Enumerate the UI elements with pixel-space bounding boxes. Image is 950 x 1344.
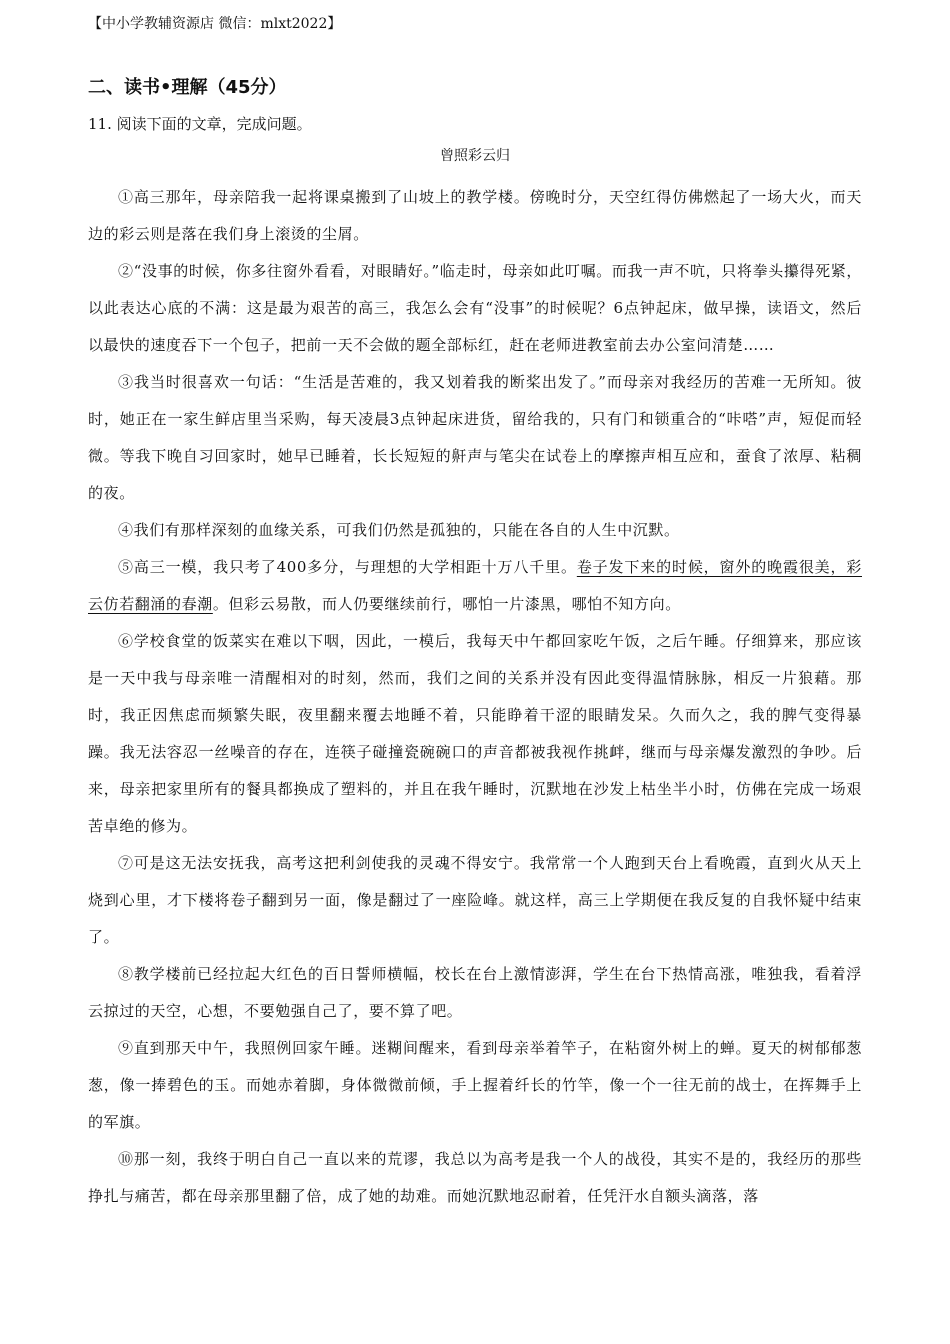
- paragraph-8: ⑧教学楼前已经拉起大红色的百日誓师横幅，校长在台上激情澎湃，学生在台下热情高涨，唯独我，看着浮云掠过的天空，心想，不要勉强自己了，要不算了吧。: [88, 965, 862, 1020]
- paragraph-9: ⑨直到那天中午，我照例回家午睡。迷糊间醒来，看到母亲举着竿子，在粘窗外树上的蝉。夏天的树郁郁葱葱，像一捧碧色的玉。而她赤着脚，身体微微前倾，手上握着纤长的竹竿，像一个一往无前的战士，在挥舞手上的军旗。: [88, 1039, 862, 1131]
- paragraph-10: ⑩那一刻，我终于明白自己一直以来的荒谬，我总以为高考是我一个人的战役，其实不是的，我经历的那些挣扎与痛苦，都在母亲那里翻了倍，成了她的劫难。而她沉默地忍耐着，任凭汗水自额头滴落，落: [88, 1150, 862, 1205]
- article-title: 曾照彩云归: [440, 148, 510, 164]
- paragraph-6: ⑥学校食堂的饭菜实在难以下咽，因此，一模后，我每天中午都回家吃午饭，之后午睡。仔细算来，那应该是一天中我与母亲唯一清醒相对的时刻，然而，我们之间的关系并没有因此变得温情脉脉，相反一片狼藉。那时，我正因焦虑而频繁失眠，夜里翻来覆去地睡不着，只能睁着干涩的眼睛发呆。久而久之，我的脾气变得暴躁。我无法容忍一丝噪音的存在，连筷子碰撞瓷碗碗口的声音都被我视作挑衅，继而与母亲爆发激烈的争吵。后来，母亲把家里所有的餐具都换成了塑料的，并且在我午睡时，沉默地在沙发上枯坐半小时，仿佛在完成一场艰苦卓绝的修为。: [88, 632, 862, 835]
- paragraph-5-lead: ⑤高三一模，我只考了400多分，与理想的大学相距十万八千里。: [118, 558, 577, 576]
- watermark-text: 【中小学教辅资源店 微信：mlxt2022】: [88, 16, 342, 32]
- paragraph-4: ④我们有那样深刻的血缘关系，可我们仍然是孤独的，只能在各自的人生中沉默。: [118, 521, 680, 539]
- paragraph-2: ②“没事的时候，你多往窗外看看，对眼睛好。”临走时，母亲如此叮嘱。而我一声不吭，只将拳头攥得死紧，以此表达心底的不满：这是最为艰苦的高三，我怎么会有“没事”的时候呢？6点钟起床，做早操，读语文，然后以最快的速度吞下一个包子，把前一天不会做的题全部标红，赶在老师进教室前去办公室问清楚……: [88, 262, 862, 354]
- paragraph-5-tail: 。但彩云易散，而人仍要继续前行，哪怕一片漆黑，哪怕不知方向。: [212, 595, 681, 613]
- paragraph-7: ⑦可是这无法安抚我，高考这把利剑使我的灵魂不得安宁。我常常一个人跑到天台上看晚霞，直到火从天上烧到心里，才下楼将卷子翻到另一面，像是翻过了一座险峰。就这样，高三上学期便在我反复的自我怀疑中结束了。: [88, 854, 862, 946]
- paragraph-3: ③我当时很喜欢一句话：“生活是苦难的，我又划着我的断桨出发了。”而母亲对我经历的苦难一无所知。彼时，她正在一家生鲜店里当采购，每天凌晨3点钟起床进货，留给我的，只有门和锁重合的“咔嗒”声，短促而轻微。等我下晚自习回家时，她早已睡着，长长短短的鼾声与笔尖在试卷上的摩擦声相互应和，蚕食了浓厚、粘稠的夜。: [88, 373, 862, 502]
- section-title: 二、读书•理解（45分）: [88, 77, 287, 98]
- paragraph-1: ①高三那年，母亲陪我一起将课桌搬到了山坡上的教学楼。傍晚时分，天空红得仿佛燃起了一场大火，而天边的彩云则是落在我们身上滚烫的尘屑。: [88, 188, 862, 243]
- paragraph-5: [88, 549, 862, 623]
- underlined-sentence: 卷子发下来的时候，窗外的晚霞很美，彩云仿若翻涌的春潮: [88, 558, 862, 613]
- article-body: [88, 179, 862, 1215]
- question-prompt: 11. 阅读下面的文章，完成问题。: [88, 115, 312, 133]
